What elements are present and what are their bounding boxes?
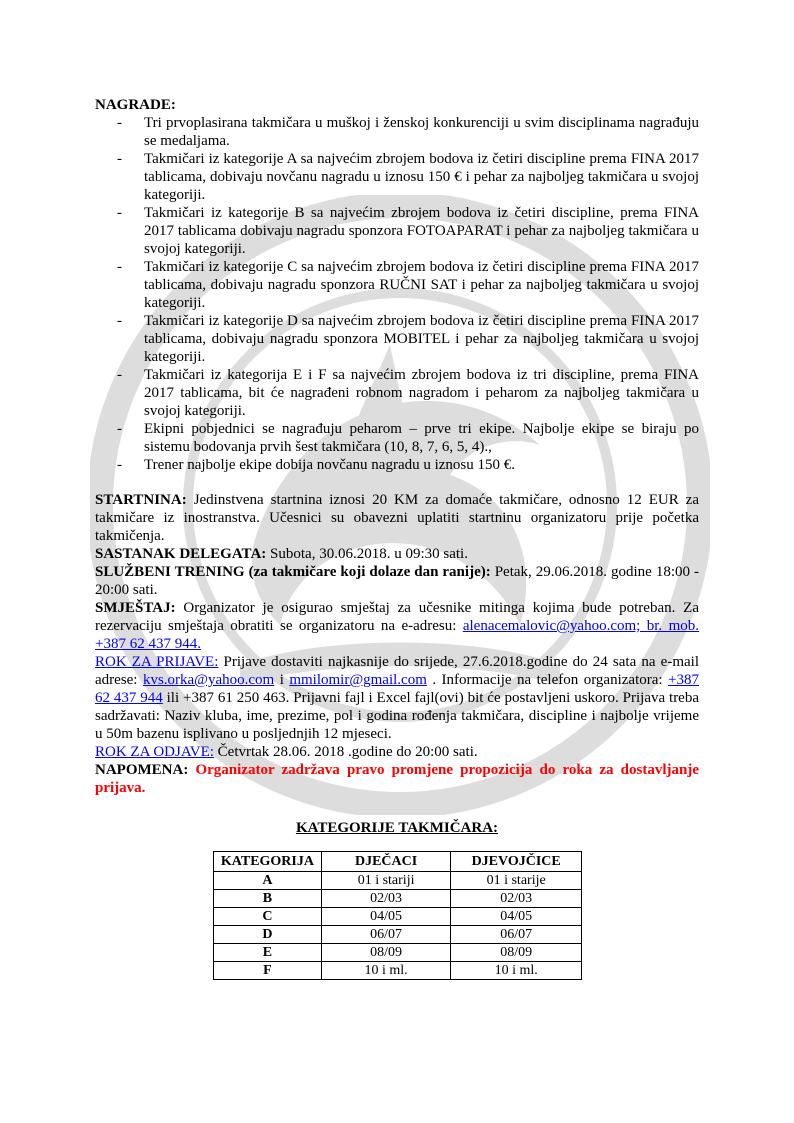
boys-year-cell: 08/09 <box>321 944 450 962</box>
prize-list <box>95 114 699 474</box>
girls-year-cell: 04/05 <box>451 908 582 926</box>
table-row <box>214 890 582 908</box>
categories-table <box>213 851 582 980</box>
category-cell: A <box>214 872 322 890</box>
phone-link[interactable]: +387 62 437 944 <box>95 672 699 706</box>
table-row <box>214 908 582 926</box>
bullet-dash: - <box>117 151 122 167</box>
category-cell: D <box>214 926 322 944</box>
girls-year-cell: 02/03 <box>451 890 582 908</box>
prijave-text-1: Prijave dostaviti najkasnije do srijede, 27.6.2018.godine do 24 sata na e-mail adrese: <box>95 654 699 688</box>
category-cell: B <box>214 890 322 908</box>
prize-text: Takmičari iz kategorije C sa najvećim zbrojem bodova iz četiri discipline prema FINA 2017 tablicama, dobivaju nagradu sponzora RUČNI SAT i pehar za najboljeg takmičara u svojoj kategoriji. <box>144 259 699 311</box>
prize-list-item <box>95 456 699 474</box>
table-row <box>214 962 582 980</box>
bullet-dash: - <box>117 313 122 329</box>
trening-label: SLUŽBENI TRENING (za takmičare koji dolaze dan ranije): <box>95 564 491 580</box>
trening-text: Petak, 29.06.2018. godine 18:00 - 20:00 sati. <box>95 564 699 598</box>
boys-year-cell: 01 i stariji <box>321 872 450 890</box>
prize-list-item <box>95 258 699 312</box>
table-header-row <box>214 852 582 872</box>
prize-text: Takmičari iz kategorije B sa najvećim zbrojem bodova iz četiri discipline, prema FINA 2017 tablicama dobivaju nagradu sponzora FOTOAPARAT i pehar za najboljeg takmičara u svojoj kategoriji. <box>144 205 699 257</box>
girls-year-cell: 01 i starije <box>451 872 582 890</box>
categories-title: KATEGORIJE TAKMIČARA: <box>295 820 499 836</box>
category-cell: F <box>214 962 322 980</box>
bullet-dash: - <box>117 367 122 383</box>
table-row <box>214 944 582 962</box>
email-link-orka[interactable]: kvs.orka@yahoo.com <box>142 672 275 688</box>
table-row <box>214 872 582 890</box>
sastanak-label: SASTANAK DELEGATA: <box>95 546 267 562</box>
sastanak-paragraph <box>95 545 699 563</box>
prize-text: Takmičari iz kategorije D sa najvećim zbrojem bodova iz četiri discipline prema FINA 2017 tablicama, dobivaju nagradu sponzora MOBITEL i pehar za najboljeg takmičara u svojoj kategoriji. <box>144 313 699 365</box>
prize-list-item <box>95 204 699 258</box>
email-link-milomir[interactable]: mmilomir@gmail.com <box>289 672 427 688</box>
bullet-dash: - <box>117 259 122 275</box>
odjave-paragraph <box>95 743 699 761</box>
bullet-dash: - <box>117 457 122 473</box>
prize-text: Ekipni pobjednici se nagrađuju peharom – prve tri ekipe. Najbolje ekipe se biraju po sistemu bodovanja prvih šest takmičara (10, 8, 7, 6, 5, 4)., <box>144 421 699 455</box>
odjave-text: Četvrtak 28.06. 2018 .godine do 20:00 sati. <box>213 744 478 760</box>
document-page <box>95 96 699 980</box>
smjestaj-paragraph <box>95 599 699 653</box>
prize-list-item <box>95 150 699 204</box>
prijave-label-link[interactable]: ROK ZA PRIJAVE: <box>95 654 219 670</box>
table-row <box>214 926 582 944</box>
startnina-text: Jedinstvena startnina iznosi 20 KM za domaće takmičare, odnosno 12 EUR za takmičare iz inostranstva. Učesnici su obavezni uplatiti startninu organizatoru prije početka takmičenja. <box>95 492 699 544</box>
bullet-dash: - <box>117 205 122 221</box>
bullet-dash: - <box>117 421 122 437</box>
prize-text: Takmičari iz kategorije A sa najvećim zbrojem bodova iz četiri discipline prema FINA 2017 tablicama, dobivaju novčanu nagradu u iznosu 150 € i pehar za najboljeg takmičara u svojoj kategoriji. <box>144 151 699 203</box>
napomena-text: Organizator zadržava pravo promjene propozicija do roka za dostavljanje prijava. <box>95 762 699 796</box>
header-djevojcice: DJEVOJČICE <box>451 852 582 872</box>
header-kategorija: KATEGORIJA <box>214 852 322 872</box>
category-cell: E <box>214 944 322 962</box>
trening-paragraph <box>95 563 699 599</box>
prize-text: Tri prvoplasirana takmičara u muškoj i ženskoj konkurenciji u svim disciplinama nagrađuju se medaljama. <box>144 115 699 149</box>
napomena-paragraph <box>95 761 699 797</box>
boys-year-cell: 02/03 <box>321 890 450 908</box>
boys-year-cell: 04/05 <box>321 908 450 926</box>
prijave-separator: i <box>274 672 290 688</box>
category-cell: C <box>214 908 322 926</box>
prize-list-item <box>95 420 699 456</box>
prijave-text-2: . Informacije na telefon organizatora: <box>426 672 669 688</box>
prize-text: Trener najbolje ekipe dobija novčanu nagradu u iznosu 150 €. <box>144 457 516 473</box>
odjave-label-link[interactable]: ROK ZA ODJAVE: <box>95 744 214 760</box>
nagrade-heading: NAGRADE: <box>95 97 176 113</box>
prize-list-item <box>95 366 699 420</box>
smjestaj-contact-link[interactable]: alenacemalovic@yahoo.com; br. mob. +387 62 437 944. <box>95 618 700 652</box>
girls-year-cell: 06/07 <box>451 926 582 944</box>
header-djecaci: DJEČACI <box>321 852 450 872</box>
prize-list-item <box>95 114 699 150</box>
smjestaj-text: Organizator je osigurao smještaj za učesnike mitinga kojima bude potreban. Za rezervaciju smještaja obratiti se organizatoru na e-adresu: <box>95 600 699 634</box>
startnina-label: STARTNINA: <box>95 492 187 508</box>
prize-list-item <box>95 312 699 366</box>
prijave-paragraph <box>95 653 699 743</box>
boys-year-cell: 06/07 <box>321 926 450 944</box>
girls-year-cell: 08/09 <box>451 944 582 962</box>
girls-year-cell: 10 i ml. <box>451 962 582 980</box>
bullet-dash: - <box>117 115 122 131</box>
startnina-paragraph <box>95 491 699 545</box>
prijave-text-3: ili +387 61 250 463. Prijavni fajl i Excel fajl(ovi) bit će postavljeni uskoro. Prijava treba sadržavati: Naziv kluba, ime, prezime, pol i godina rođenja takmičara, discipline i najbolje vrijeme u 50m bazenu isplivano u posljednjih 12 mjeseci. <box>95 690 699 742</box>
prize-text: Takmičari iz kategorija E i F sa najvećim zbrojem bodova iz tri discipline, prema FINA 2017 tablicama, bit će nagrađeni robnom nagradom i peharom za najboljeg takmičara u svojoj kategoriji. <box>144 367 699 419</box>
napomena-label: NAPOMENA: <box>95 762 189 778</box>
sastanak-text: Subota, 30.06.2018. u 09:30 sati. <box>266 546 468 562</box>
boys-year-cell: 10 i ml. <box>321 962 450 980</box>
smjestaj-label: SMJEŠTAJ: <box>95 600 176 616</box>
